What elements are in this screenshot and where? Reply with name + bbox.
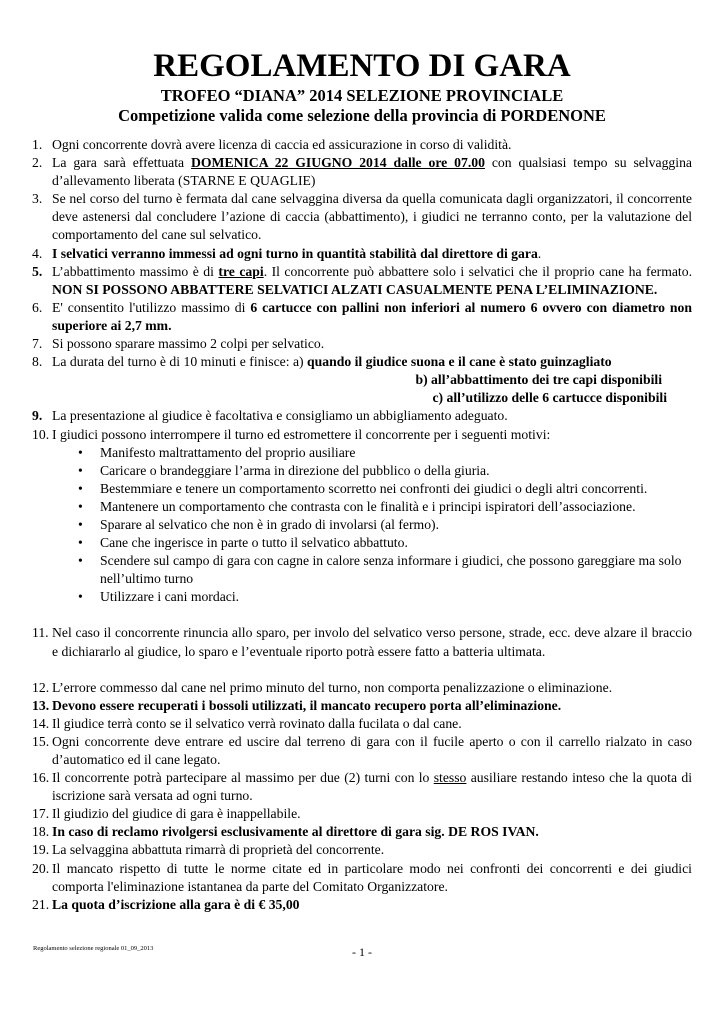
- list-item: [78, 462, 692, 480]
- bullet-icon: •: [78, 589, 83, 605]
- bullet-icon: •: [78, 553, 83, 569]
- rule-item-15: [32, 733, 692, 769]
- rule-number: 11.: [32, 625, 49, 641]
- rule-item-19: [32, 841, 692, 859]
- list-item-text: Mantenere un comportamento che contrasta con le finalità e i principi ispiratori dell’associazione.: [100, 498, 636, 514]
- rule-item-7: [32, 335, 692, 353]
- rule-item-14: [32, 715, 692, 733]
- list-item-text: Scendere sul campo di gara con cagne in calore senza informare i giudici, che possono gareggiare ma solo nell’ultimo turno: [100, 553, 682, 587]
- rule-item-3: [32, 190, 692, 244]
- rule-number: 7.: [32, 336, 43, 352]
- rule-text: Nel caso il concorrente rinuncia allo sparo, per involo del selvatico verso persone, strade, ecc. deve alzare il braccio e dichiararlo al giudice, lo sparo e l’eventuale riporto potrà essere fatto a batteria ultimata.: [52, 625, 692, 659]
- rule-item-10: [32, 426, 692, 444]
- list-item-text: Caricare o brandeggiare l’arma in direzione del pubblico o della giuria.: [100, 462, 490, 478]
- rule-text: Il giudice terrà conto se il selvatico verrà rovinato dalla fucilata o dal cane.: [52, 715, 462, 731]
- rule-text: L’abbattimento massimo è di: [52, 263, 219, 279]
- rule-text: Il mancato rispetto di tutte le norme citate ed in particolare modo nei confronti dei concorrenti e dei giudici comporta l'eliminazione istantanea da parte del Comitato Organizzatore.: [52, 860, 692, 894]
- rule-text: I giudici possono interrompere il turno ed estromettere il concorrente per i seguenti motivi:: [52, 426, 551, 442]
- spacer: [32, 661, 692, 679]
- rule-number: 21.: [32, 896, 50, 912]
- end-condition-a: quando il giudice suona e il cane è stato guinzagliato: [307, 354, 612, 370]
- rule-number: 18.: [32, 824, 50, 840]
- spacer: [32, 606, 692, 624]
- rule-text-end: .: [537, 245, 542, 261]
- rule-number: 3.: [32, 191, 43, 207]
- rule-number: 17.: [32, 806, 50, 822]
- rule-item-6: [32, 299, 692, 335]
- rule-text: E' consentito l'utilizzo massimo di: [52, 299, 251, 315]
- list-item: [78, 444, 692, 462]
- document-subtitle: TROFEO “DIANA” 2014 SELEZIONE PROVINCIALE: [160, 86, 564, 105]
- rule-item-5: [32, 263, 692, 299]
- rule-item-4: [32, 245, 692, 263]
- rule-item-2: [32, 154, 692, 190]
- bullet-icon: •: [78, 444, 83, 460]
- rule-text-cont: con qualsiasi tempo su selvaggina d’allevamento liberata (STARNE E QUAGLIE): [52, 155, 692, 189]
- rule-item-20: [32, 860, 692, 896]
- race-date: DOMENICA 22 GIUGNO 2014 dalle ore 07.00: [191, 155, 485, 171]
- rule-number: 16.: [32, 770, 50, 786]
- end-condition-c: c) all’utilizzo delle 6 cartucce disponibili: [432, 390, 667, 406]
- list-item-text: Sparare al selvatico che non è in grado di involarsi (al fermo).: [100, 516, 440, 532]
- rule-number: 14.: [32, 715, 50, 731]
- list-item: [78, 588, 692, 606]
- end-condition-b: b) all’abbattimento dei tre capi disponibili: [415, 372, 662, 388]
- rule-text-bold: 6 cartucce con pallini non inferiori al numero 6 ovvero con diametro non superiore ai 2,7 mm.: [52, 299, 692, 333]
- rule-number: 13.: [32, 697, 50, 713]
- rule-number: 20.: [32, 860, 50, 876]
- rule-text: La durata del turno è di 10 minuti e finisce: a): [52, 354, 308, 370]
- rule-number: 5.: [32, 263, 43, 279]
- list-item-text: Manifesto maltrattamento del proprio ausiliare: [100, 444, 356, 460]
- list-item-text: Utilizzare i cani mordaci.: [100, 589, 240, 605]
- rule-text: La presentazione al giudice è facoltativa e consigliamo un abbigliamento adeguato.: [52, 408, 508, 424]
- rules-list: [32, 136, 692, 914]
- bullet-icon: •: [78, 462, 83, 478]
- rule-number: 4.: [32, 245, 43, 261]
- rule-number: 15.: [32, 733, 50, 749]
- rule-item-13: [32, 697, 692, 715]
- rule-item-8: [32, 353, 692, 407]
- list-item-text: Bestemmiare e tenere un comportamento scorretto nei confronti dei giudici o degli altri concorrenti.: [100, 480, 648, 496]
- rule-item-16: [32, 769, 692, 805]
- rule-item-17: [32, 805, 692, 823]
- list-item: [78, 552, 692, 588]
- rule-text-bold: Devono essere recuperati i bossoli utilizzati, il mancato recupero porta all’eliminazione.: [52, 697, 562, 713]
- rule-text: Ogni concorrente dovrà avere licenza di caccia ed assicurazione in corso di validità.: [52, 137, 512, 152]
- list-item-text: Cane che ingerisce in parte o tutto il selvatico abbattuto.: [100, 535, 408, 551]
- rule-number: 9.: [32, 408, 43, 424]
- rule-text: Il giudizio del giudice di gara è inappellabile.: [52, 806, 301, 822]
- rule-number: 19.: [32, 842, 50, 858]
- list-item: [78, 498, 692, 516]
- max-capi: tre capi: [218, 263, 264, 279]
- rule-text: Si possono sparare massimo 2 colpi per selvatico.: [52, 336, 325, 352]
- rule-item-21: [32, 896, 692, 914]
- rule-number: 8.: [32, 354, 43, 370]
- rule-text-cont: . Il concorrente può abbattere solo i selvatici che il proprio cane ha fermato.: [263, 263, 692, 279]
- document-subtitle-2: Competizione valida come selezione della provincia di PORDENONE: [118, 106, 606, 125]
- rule-item-12: [32, 679, 692, 697]
- rule-text-bold: NON SI POSSONO ABBATTERE SELVATICI ALZATI CASUALMENTE PENA L’ELIMINAZIONE.: [52, 281, 658, 297]
- rule-text: L’errore commesso dal cane nel primo minuto del turno, non comporta penalizzazione o eliminazione.: [52, 679, 613, 695]
- list-item: [78, 534, 692, 552]
- rule-text: Se nel corso del turno è fermata dal cane selvaggina diversa da quella comunicata dagli organizzatori, il concorrente deve astenersi dal concludere l’azione di caccia (abbattimento), i giudici ne terranno conto, per la valutazione del comportamento del cane sul selvatico.: [52, 191, 692, 243]
- rule-item-11: [32, 624, 692, 660]
- page-number: - 1 -: [352, 945, 372, 959]
- rule-number: 10.: [32, 426, 50, 442]
- document-title: REGOLAMENTO DI GARA: [153, 48, 571, 84]
- rule-text: La gara sarà effettuata: [52, 155, 192, 171]
- bullet-icon: •: [78, 498, 83, 514]
- bullet-icon: •: [78, 516, 83, 532]
- rule-item-1: [32, 136, 692, 154]
- rule-text: La selvaggina abbattuta rimarrà di proprietà del concorrente.: [52, 842, 385, 858]
- rule-text-cont: ausiliare restando inteso che la quota di iscrizione sarà versata ad ogni turno.: [52, 770, 692, 804]
- entry-fee: La quota d’iscrizione alla gara è di € 35,00: [52, 896, 300, 912]
- rule-text-bold: In caso di reclamo rivolgersi esclusivamente al direttore di gara sig. DE ROS IVAN.: [52, 824, 539, 840]
- rule-item-18: [32, 823, 692, 841]
- rule-number: 1.: [32, 137, 43, 152]
- rule-number: 6.: [32, 299, 43, 315]
- list-item: [78, 516, 692, 534]
- rule-text: Il concorrente potrà partecipare al massimo per due (2) turni con lo: [52, 770, 434, 786]
- bullet-icon: •: [78, 480, 83, 496]
- rule-number: 12.: [32, 679, 50, 695]
- rule-text: Ogni concorrente deve entrare ed uscire dal terreno di gara con il fucile aperto o con il carrello rialzato in caso d’automatico ed il cane legato.: [52, 733, 692, 767]
- rule-text-bold: I selvatici verranno immessi ad ogni turno in quantità stabilità dal direttore di gara: [52, 245, 538, 261]
- footer-doc-reference: Regolamento selezione regionale 01_09_2013: [33, 945, 154, 952]
- rule-number: 2.: [32, 155, 43, 171]
- rule-text-underlined: stesso: [433, 770, 467, 786]
- list-item: [78, 480, 692, 498]
- rule-item-9: [32, 407, 692, 425]
- exclusion-reasons-list: [32, 444, 692, 607]
- bullet-icon: •: [78, 535, 83, 551]
